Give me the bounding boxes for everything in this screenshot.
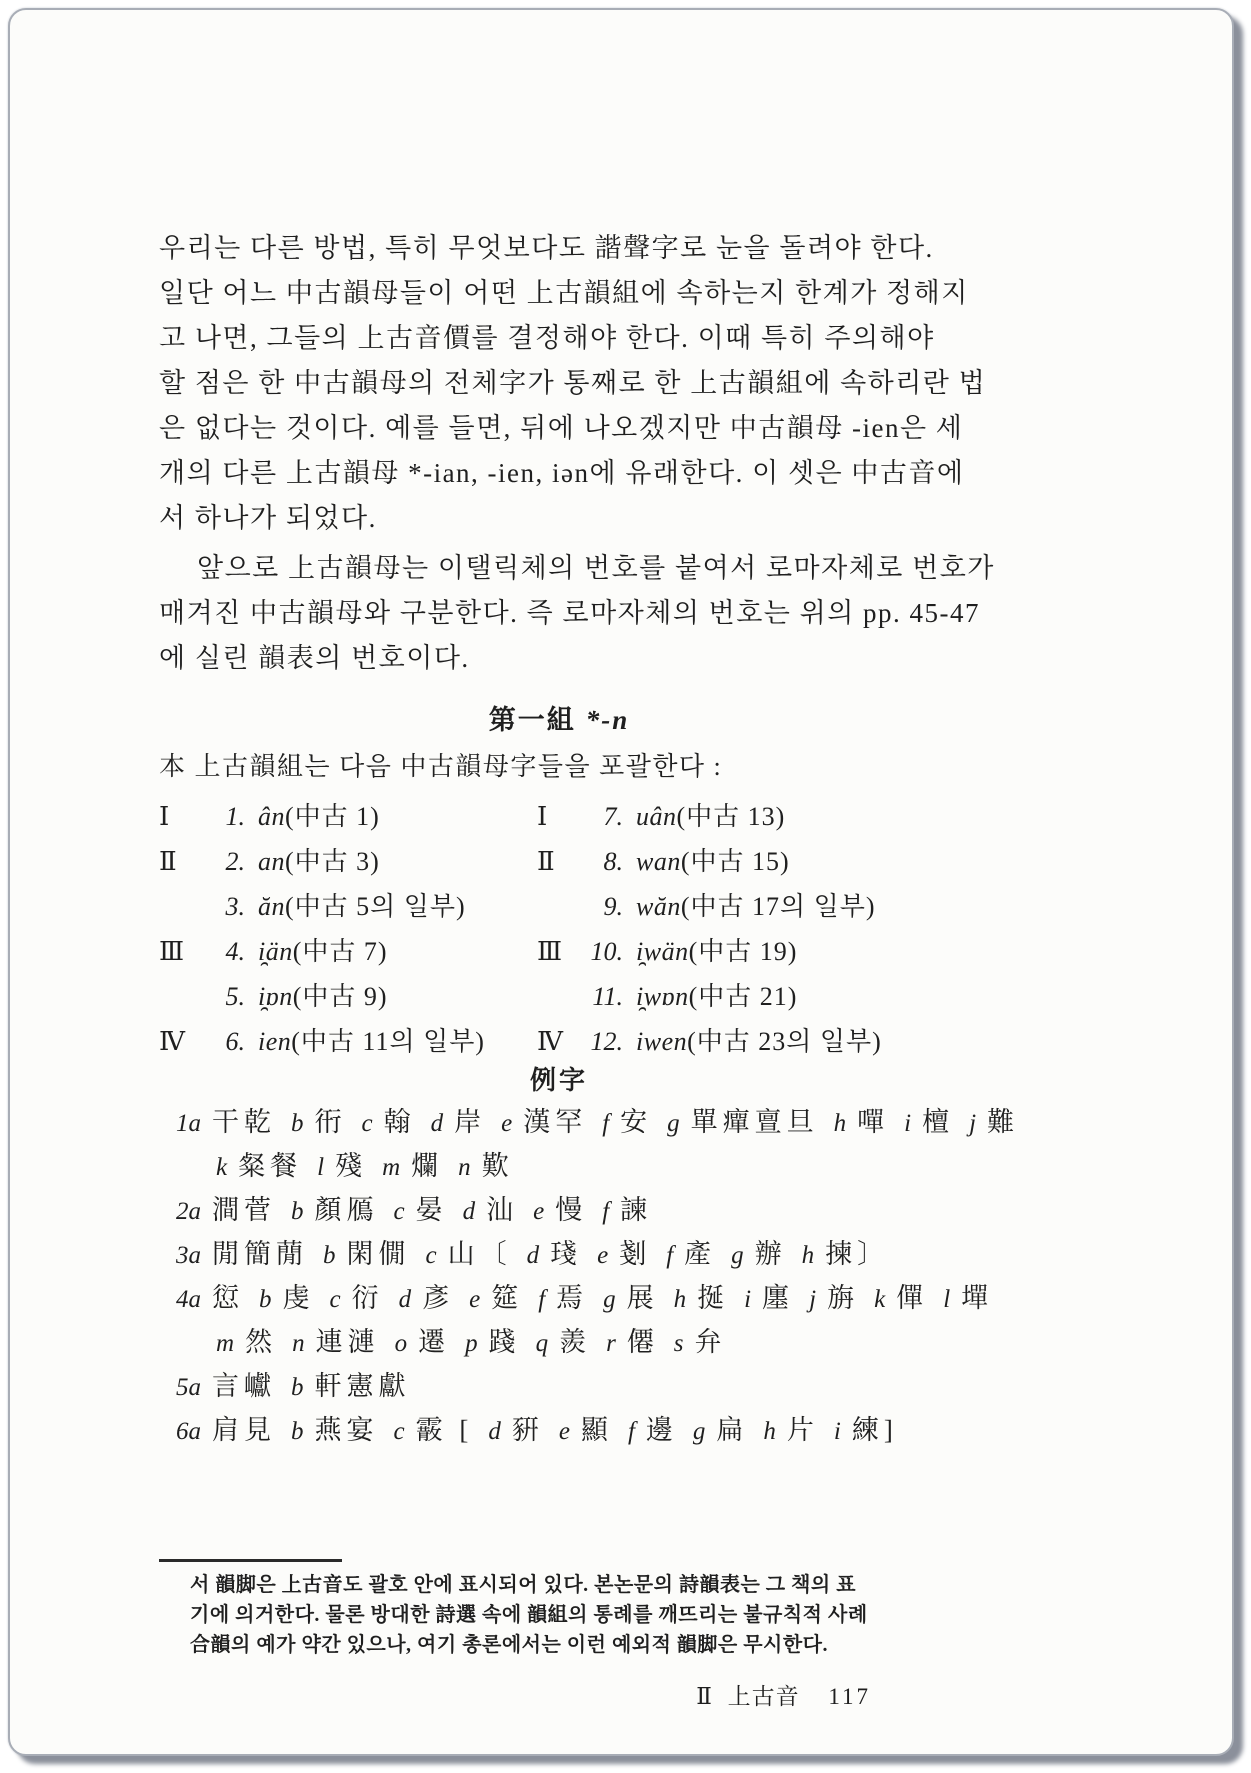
section-heading-reconstruction: *-n [585,705,630,735]
series-letter: e [558,1418,570,1445]
series-letter: d [526,1242,540,1269]
example-token [176,1107,276,1137]
paragraph-2 [159,546,995,681]
series-letter: g [692,1418,706,1445]
phonetic-form: iwen [636,1027,688,1056]
series-letter: e [533,1198,545,1225]
item-number: 10. [590,937,623,966]
roman-numeral: Ⅳ [159,1027,185,1056]
series-letter: h [673,1286,687,1313]
example-characters: 言巘 [212,1371,276,1401]
example-characters: 虔 [282,1283,315,1313]
footnote [190,1570,960,1660]
example-token [954,1107,1019,1137]
example-token [176,1283,244,1313]
example-token [347,1107,416,1137]
example-token [244,1283,315,1313]
series-letter: f [627,1418,635,1445]
example-token [276,1371,411,1401]
series-letter: f [602,1198,610,1225]
text-line: 할 점은 한 中古韻母의 전체字가 통째로 한 上古韻組에 속하리란 법 [159,368,987,398]
rhyme-group-item [159,794,535,839]
rhyme-group-item [159,1019,535,1064]
text-line: 일단 어느 中古韻母들이 어떤 上古韻組에 속하는지 한계가 정해지 [159,278,969,308]
text-line: 서 하나가 되었다. [159,503,377,533]
series-letter: d [462,1198,476,1225]
example-characters: 踐 [488,1327,521,1357]
example-characters: 弁 [694,1327,727,1357]
example-token [380,1327,451,1357]
example-characters: 旃 [827,1283,860,1313]
example-characters: 歎 [481,1151,514,1181]
example-line [176,1408,976,1452]
middle-chinese-note: (中古 1) [285,802,380,831]
roman-numeral: Ⅳ [537,1027,563,1056]
example-characters: 汕 [486,1195,519,1225]
middle-chinese-note: (中古 7) [292,937,388,966]
footnote-separator-rule [159,1559,342,1562]
example-token [454,1283,523,1313]
example-line [176,1144,976,1188]
example-character-lines [176,1100,1020,1452]
example-characters: 扁 [716,1415,749,1445]
phonetic-form: i̯wän [636,937,689,966]
text-line: 에 실린 韻表의 번호이다. [159,643,470,673]
example-characters: 閑僩 [346,1239,411,1269]
series-letter: e [469,1286,481,1313]
example-characters: 衎 [314,1107,347,1137]
series-letter: i [744,1286,752,1313]
rhyme-group-item [537,839,957,884]
series-letter: b [259,1286,272,1313]
example-characters: 岸 [454,1107,487,1137]
example-characters: 揀〕 [825,1239,890,1269]
example-characters: 焉 [556,1283,589,1313]
series-letter: g [731,1242,744,1269]
series-letter: 6a [176,1418,201,1445]
series-letter: e [501,1110,513,1137]
phonetic-form: an [258,847,285,876]
example-token [889,1107,954,1137]
example-token [384,1283,455,1313]
example-characters: 粲餐 [238,1151,303,1181]
series-letter: n [292,1330,305,1357]
example-token [651,1239,716,1269]
phonetic-form: i̯ɒn [258,982,293,1011]
series-letter: 1a [176,1110,201,1137]
series-letter: f [602,1110,610,1137]
rhyme-group-item [159,884,535,929]
rhyme-group-item [159,974,535,1019]
example-token [176,1371,276,1401]
example-line [176,1100,1020,1144]
example-characters: 軒憲獻 [314,1371,411,1401]
item-number: 7. [603,802,623,831]
example-line [176,1364,976,1408]
paragraph-1 [159,226,987,541]
example-token [819,1107,890,1137]
example-token [277,1327,380,1357]
middle-chinese-note: (中古 5의 일부) [285,892,466,921]
example-characters: 連漣 [315,1327,380,1357]
example-characters: 爛 [411,1151,444,1181]
example-token [859,1283,928,1313]
example-characters: 山〔 [447,1239,512,1269]
example-token [379,1415,474,1445]
text-line: 고 나면, 그들의 上古音價를 결정해야 한다. 이때 특히 주의해야 [159,323,935,353]
roman-numeral: Ⅲ [159,937,185,966]
example-characters: 燕宴 [314,1415,379,1445]
example-characters: 遷 [418,1327,451,1357]
footer-page-number: 117 [828,1684,871,1709]
example-characters: 霰 [ [415,1415,474,1445]
series-letter: g [603,1286,616,1313]
series-letter: b [291,1198,304,1225]
example-token [659,1327,727,1357]
section-heading [159,698,959,737]
rhyme-group-item [537,1019,957,1064]
example-characters: 片 [786,1415,819,1445]
example-characters: 豣 [511,1415,544,1445]
example-characters: 慢 [555,1195,588,1225]
example-token [613,1415,678,1445]
example-characters: 澗菅 [212,1195,276,1225]
example-characters: 肩見 [212,1415,276,1445]
phonetic-form: ien [258,1027,292,1056]
phonetic-form: wăn [636,892,681,921]
example-characters: 辦 [754,1239,787,1269]
example-token [379,1195,448,1225]
series-letter: q [535,1330,549,1357]
example-token [411,1239,512,1269]
series-letter: n [458,1154,471,1181]
middle-chinese-note: (中古 19) [688,937,798,966]
example-line [176,1276,994,1320]
series-letter: k [874,1286,886,1313]
example-token [308,1239,411,1269]
rhyme-group-column-left [159,794,535,1064]
example-token [176,1239,308,1269]
example-characters: 漢罕 [523,1107,588,1137]
series-letter: f [666,1242,674,1269]
example-characters: 展 [626,1283,659,1313]
series-letter: h [801,1242,815,1269]
example-token [276,1107,347,1137]
example-token [659,1283,730,1313]
series-letter: j [969,1110,977,1137]
middle-chinese-note: (中古 21) [688,982,798,1011]
example-characters: 閒簡蕑 [212,1239,308,1269]
series-letter: i [904,1110,912,1137]
series-letter: h [833,1110,847,1137]
text-line: 앞으로 上古韻母는 이탤릭체의 번호를 붙여서 로마자체로 번호가 [197,553,995,583]
example-characters: 殘 [335,1151,368,1181]
example-token [928,1283,993,1313]
rhyme-group-column-right [537,794,957,1064]
example-token [587,1195,652,1225]
example-token [787,1239,890,1269]
series-letter: b [323,1242,336,1269]
example-token [819,1415,898,1445]
item-number: 9. [603,892,623,921]
roman-numeral: Ⅰ [159,802,170,831]
example-token [315,1283,384,1313]
example-characters: 安 [620,1107,653,1137]
middle-chinese-note: (中古 15) [680,847,790,876]
example-token [521,1327,592,1357]
roman-numeral: Ⅰ [537,802,548,831]
example-characters: 難 [987,1107,1020,1137]
series-letter: 2a [176,1198,201,1225]
series-letter: c [425,1242,437,1269]
example-characters: 僊 [626,1327,659,1357]
page-footer [159,1678,871,1711]
series-letter: b [291,1110,304,1137]
examples-heading: 例字 [529,1066,588,1095]
example-characters: 顏鴈 [314,1195,379,1225]
series-letter: 3a [176,1242,201,1269]
series-letter: s [673,1330,684,1357]
rhyme-group-item [537,794,957,839]
example-token [276,1195,379,1225]
phonetic-form: wan [636,847,681,876]
rhyme-group-item [159,839,535,884]
example-characters: 墠 [961,1283,994,1313]
roman-numeral: Ⅱ [159,847,177,876]
middle-chinese-note: (中古 17의 일부) [680,892,876,921]
scanned-book-page [8,8,1234,1756]
section-heading-cjk: 第一組 [488,705,576,735]
example-line [176,1232,976,1276]
example-characters: 剗 [619,1239,652,1269]
series-letter: j [809,1286,817,1313]
text-line: 은 없다는 것이다. 예를 들면, 뒤에 나오겠지만 中古韻母 -ien은 세 [159,413,964,443]
example-characters: 僤 [896,1283,929,1313]
example-token [486,1107,587,1137]
text-line: 매겨진 中古韻母와 구분한다. 즉 로마자체의 번호는 위의 pp. 45-47 [159,598,981,628]
footer-chapter-title: 上古音 [727,1684,800,1709]
example-characters: 干乾 [212,1107,276,1137]
text-line: 개의 다른 上古韻母 *-ian, -ien, iən에 유래한다. 이 셋은 中古音에 [159,458,965,488]
series-letter: l [943,1286,951,1313]
example-characters: 羨 [559,1327,592,1357]
example-characters: 筵 [491,1283,524,1313]
example-token [587,1107,652,1137]
phonetic-form: ân [258,802,285,831]
example-characters: 產 [684,1239,717,1269]
item-number: 3. [225,892,245,921]
example-token [523,1283,588,1313]
rhyme-group-item [537,974,957,1019]
series-letter: d [488,1418,501,1445]
example-token [678,1415,749,1445]
example-token [416,1107,487,1137]
series-letter: c [393,1198,405,1225]
series-letter: p [465,1330,478,1357]
example-characters: 練] [851,1415,898,1445]
example-token [367,1151,443,1181]
series-letter: k [216,1154,228,1181]
example-characters: 檀 [922,1107,955,1137]
series-letter: 4a [176,1286,201,1313]
phonetic-form: i̯wɒn [636,982,689,1011]
series-letter: h [763,1418,776,1445]
item-number: 8. [603,847,623,876]
example-token [443,1151,514,1181]
example-characters: 翰 [383,1107,416,1137]
example-characters: 挻 [697,1283,730,1313]
example-characters: 晏 [415,1195,448,1225]
series-letter: o [394,1330,408,1357]
rhyme-group-item [537,884,957,929]
rhyme-group-item [537,929,957,974]
text-line: 우리는 다른 방법, 특히 무엇보다도 諧聲字로 눈을 돌려야 한다. [159,233,934,263]
example-token [276,1415,379,1445]
example-characters: 彥 [422,1283,455,1313]
example-characters: 然 [245,1327,278,1357]
example-characters: 愆 [212,1283,244,1313]
example-token [544,1415,613,1445]
middle-chinese-note: (中古 11의 일부) [291,1027,485,1056]
example-token [729,1283,794,1313]
series-letter: m [216,1330,235,1357]
series-letter: b [291,1418,304,1445]
example-token [448,1195,519,1225]
example-token [216,1327,277,1357]
phonetic-form: i̯än [258,937,293,966]
example-characters: 嘽 [857,1107,890,1137]
example-characters: 邊 [645,1415,678,1445]
series-letter: c [393,1418,405,1445]
example-token [748,1415,819,1445]
text-line: 合韻의 예가 약간 있으나, 여기 총론에서는 이런 예외적 韻脚은 무시한다. [190,1634,828,1656]
middle-chinese-note: (中古 23의 일부) [687,1027,882,1056]
item-number: 6. [225,1027,245,1056]
series-letter: g [667,1110,680,1137]
middle-chinese-note: (中古 3) [285,847,380,876]
example-characters: 諫 [620,1195,653,1225]
item-number: 12. [590,1027,623,1056]
roman-numeral: Ⅱ [537,847,555,876]
series-letter: m [382,1154,401,1181]
middle-chinese-note: (中古 13) [676,802,786,831]
text-line: 기에 의거한다. 물론 방대한 詩選 속에 韻組의 통례를 깨뜨리는 불규칙적 사례 [190,1604,868,1626]
example-token [588,1283,659,1313]
example-token [176,1195,276,1225]
example-token [216,1151,302,1181]
series-letter: c [361,1110,373,1137]
series-letter: d [430,1110,444,1137]
example-characters: 廛 [762,1283,795,1313]
example-token [591,1327,659,1357]
example-characters: 單癉亶旦 [690,1107,819,1137]
roman-numeral: Ⅲ [537,937,563,966]
series-letter: 5a [176,1374,201,1401]
series-letter: l [317,1154,325,1181]
rhyme-group-item [159,929,535,974]
middle-chinese-note: (中古 9) [292,982,388,1011]
phonetic-form: ăn [258,892,285,921]
footer-chapter-roman: Ⅱ [696,1684,713,1709]
example-token [518,1195,587,1225]
example-token [652,1107,819,1137]
series-letter: c [329,1286,341,1313]
item-number: 11. [592,982,623,1011]
example-token [176,1415,276,1445]
phonetic-form: uân [636,802,677,831]
example-token [450,1327,521,1357]
example-token [794,1283,859,1313]
item-number: 5. [225,982,245,1011]
series-letter: b [291,1374,304,1401]
series-letter: r [606,1330,616,1357]
example-characters: 衍 [351,1283,384,1313]
text-line: 서 韻脚은 上古音도 괄호 안에 표시되어 있다. 본논문의 詩韻表는 그 책의 표 [190,1574,857,1596]
item-number: 4. [225,937,245,966]
example-line [176,1320,976,1364]
series-letter: d [398,1286,412,1313]
example-token [473,1415,544,1445]
example-token [716,1239,787,1269]
series-letter: f [538,1286,546,1313]
example-characters: 顯 [580,1415,613,1445]
example-token [302,1151,367,1181]
item-number: 1. [225,802,245,831]
example-token [512,1239,583,1269]
item-number: 2. [225,847,245,876]
series-letter: i [833,1418,841,1445]
example-characters: 琖 [550,1239,583,1269]
example-line [176,1188,976,1232]
series-letter: e [597,1242,609,1269]
group-intro-line: 本 上古韻組는 다음 中古韻母字들을 포괄한다 : [159,752,723,781]
example-token [582,1239,651,1269]
